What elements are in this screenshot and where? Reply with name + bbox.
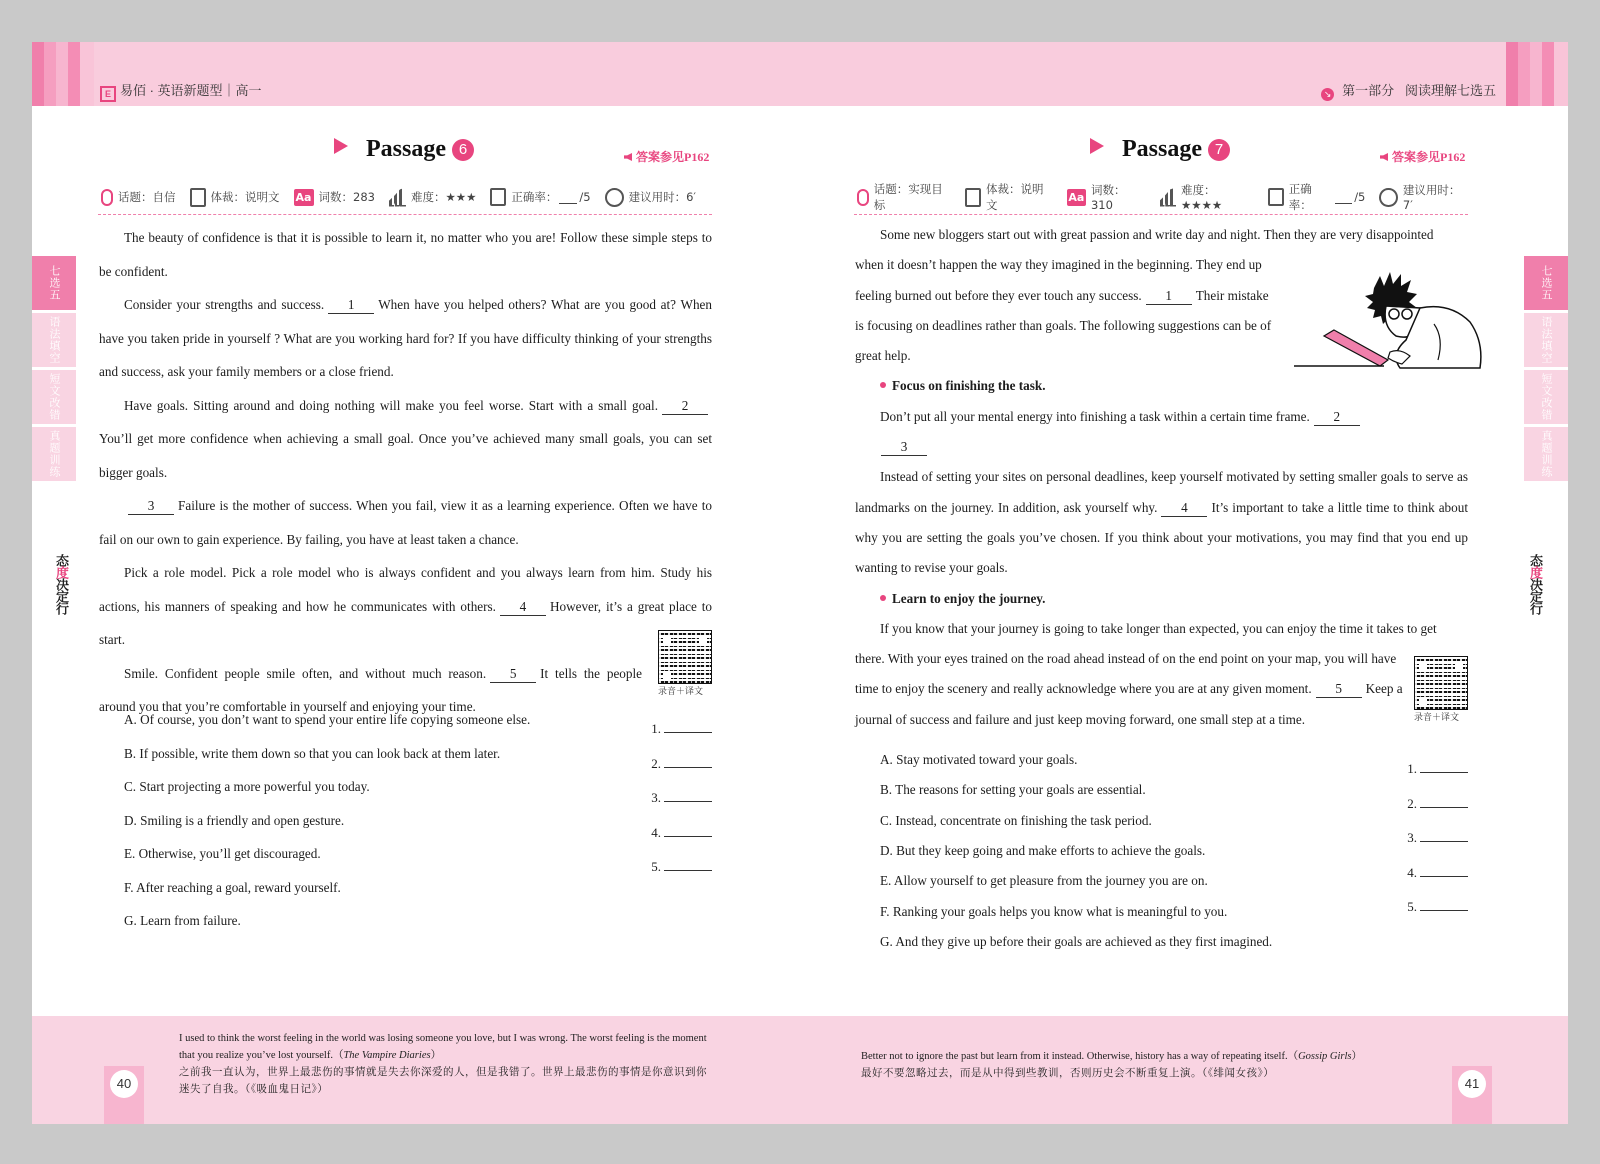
checklist-icon	[1268, 188, 1284, 206]
passage-body: Some new bloggers start out with great passion and write day and night. Then they are very disappointed when it doesn’t happen the way they imagined in the beginning. They end up feeling burned out before they ever touch any success. 1 Their mistake is focusing on deadlines rather than goals. The following suggestions can be of great help. Focus on finishing the task. Don’t put all your mental energy into finishing a task within a certain time frame. 2 3 Instead of setting your sites on personal deadlines, keep yourself motivated by setting smaller goals to serve as landmarks on the journey. In addition, ask yourself why. 4 It’s important to take a little time to think about why you are setting the goals you’ve chosen. If you think about your motivations, you may find that you end up wanting to revise your goals. Learn to enjoy the journey. If you know that your journey is going to take longer than expected, you can enjoy the time it takes to get there. With your eyes trained on the road ahead instead of on the end point on your map, you will have time to enjoy the scenery and really acknowledge where you are at any given moment. 5 Keep a journal of success and failure and just keep moving forward, one small step at a time.	[855, 220, 1468, 735]
side-motto: 态度决定行	[1527, 554, 1542, 614]
tab-seven-choose-five[interactable]: 七选五	[1524, 256, 1568, 310]
blank-1[interactable]: 1	[328, 297, 374, 314]
option-d: D. Smiling is a friendly and open gesture.	[124, 813, 345, 828]
play-triangle-icon	[334, 138, 348, 154]
option-f: F. After reaching a goal, reward yourself.	[124, 880, 341, 895]
font-aa-icon: Aa	[294, 189, 314, 206]
footer-quote: Better not to ignore the past but learn from it instead. Otherwise, history has a way of repeating itself.（Gossip Girls） 最好不要忽略过去，而是从中得到些教训，否则历史会不断重复上演。（《绯闻女孩》）	[861, 1051, 1362, 1079]
passage-number: 6	[452, 139, 474, 161]
blank-5[interactable]: 5	[1316, 681, 1362, 698]
section-tabs	[32, 256, 76, 484]
bar-chart-icon	[1160, 188, 1176, 207]
passage-title: Passage 7	[1090, 136, 1230, 163]
bullet-icon	[880, 382, 886, 388]
paragraph: Instead of setting your sites on personal deadlines, keep yourself motivated by setting smaller goals to serve as landmarks on the journey. In addition, ask yourself why. 4 It’s important to take a little time to think about why you are setting the goals you’ve chosen. If you think about your motivations, you may find that you end up wanting to revise your goals.	[855, 469, 1468, 576]
answer-slot[interactable]: 3.	[1407, 829, 1468, 846]
blank-4[interactable]: 4	[500, 599, 546, 616]
play-triangle-icon	[1090, 138, 1104, 154]
clock-icon	[1379, 188, 1397, 207]
qr-caption: 录音＋译文	[1414, 713, 1460, 723]
bullet-icon	[880, 595, 886, 601]
option-b: B. If possible, write them down so that you can look back at them later.	[124, 746, 501, 761]
paragraph: Smile. Confident people smile often, and without much reason. 5 It tells the people around you that you’re comfortable in yourself and enjoying your time.	[99, 665, 643, 714]
left-footer	[32, 1016, 800, 1124]
answer-reference: 答案参见P162	[624, 148, 709, 165]
paragraph: 3 Failure is the mother of success. When you fail, view it as a learning experience. Often we have to fail on our own to gain experience. By failing, you have at least taken a chance.	[99, 498, 712, 547]
tab-grammar-fill[interactable]: 语法填空	[32, 313, 76, 367]
blank-1[interactable]: 1	[1146, 288, 1192, 305]
tab-real-exam[interactable]: 真题训练	[32, 427, 76, 481]
answer-slots	[632, 720, 712, 890]
options-list	[124, 712, 644, 942]
font-aa-icon: Aa	[1068, 190, 1085, 204]
passage-body	[99, 221, 712, 724]
answer-slot[interactable]: 2.	[651, 755, 712, 772]
tab-real-exam[interactable]: 真题训练	[1524, 427, 1568, 481]
footer-quote: I used to think the worst feeling in the world was losing someone you love, but I was wrong. The worst feeling is the moment that you realize you’ve lost yourself.（The Vampire Diaries） 之前我一直认为，世界上最悲伤的事情就是失去你深爱的人，但是我错了。世界上最悲伤的事情是你意识到你迷失了自我。（《吸血鬼日记》）	[179, 1033, 707, 1095]
paragraph: Consider your strengths and success. 1 When have you helped others? What are you good at? When have you taken pride in yourself ? What are you working hard for? If you have difficulty thinking of your strengths and success, ask your family members or a close friend.	[99, 297, 712, 379]
paragraph: Pick a role model. Pick a role model who is always confident and you always learn from him. Study his actions, his manners of speaking and how he communicates with others. 4 However, it’s a great place to start.	[99, 565, 712, 647]
answer-slots	[1388, 760, 1468, 930]
arrow-icon: ↘	[1321, 88, 1334, 101]
qr-code[interactable]	[658, 630, 712, 684]
section-title: 阅读理解七选五	[1404, 83, 1496, 98]
microphone-icon	[857, 189, 869, 206]
passage-meta: 话题：自信 体裁：说明文 Aa 词数：283 难度：★★★ 正确率： /5 建议用时：6′	[98, 184, 712, 215]
answer-slot[interactable]: 4.	[1407, 864, 1468, 881]
answer-slot[interactable]: 2.	[1407, 795, 1468, 812]
checklist-icon	[490, 188, 506, 206]
blank-3[interactable]: 3	[128, 498, 174, 515]
clock-icon	[605, 188, 624, 207]
paragraph: Have goals. Sitting around and doing nothing will make you feel worse. Start with a small goal. 2You’ll get more confidence when achieving a small goal. Once you’ve achieved many small goals, you can set bigger goals.	[99, 397, 712, 480]
paragraph: Don’t put all your mental energy into finishing a task within a certain time frame. 2	[855, 402, 1468, 432]
answer-slot[interactable]: 3.	[651, 789, 712, 806]
blank-4[interactable]: 4	[1161, 500, 1207, 517]
option-c: C. Instead, concentrate on finishing the task period.	[880, 813, 1152, 828]
answer-slot[interactable]: 4.	[651, 824, 712, 841]
book-title: 易佰 · 英语新题型｜高一	[120, 83, 262, 98]
bar-chart-icon	[389, 188, 406, 207]
passage-meta: 话题：实现目标 体裁：说明文 Aa 词数：310 难度：★★★★ 正确率： /5 建议用时：7′	[854, 184, 1468, 215]
option-a: A. Stay motivated toward your goals.	[880, 752, 1078, 767]
right-header	[800, 42, 1568, 106]
speaker-icon	[624, 153, 632, 161]
left-page	[32, 42, 800, 1124]
blank-5[interactable]: 5	[490, 666, 536, 683]
document-icon	[190, 188, 206, 207]
option-c: C. Start projecting a more powerful you today.	[124, 779, 370, 794]
option-f: F. Ranking your goals helps you know what is meaningful to you.	[880, 904, 1228, 919]
section-heading: Focus on finishing the task.	[855, 371, 1468, 401]
page-number: 41	[1458, 1070, 1486, 1098]
paragraph: Some new bloggers start out with great passion and write day and night. Then they are very disappointed	[880, 227, 1434, 242]
book-spread	[32, 42, 1568, 1124]
qr-code[interactable]	[1414, 656, 1468, 710]
option-e: E. Allow yourself to get pleasure from the journey you are on.	[880, 873, 1208, 888]
right-footer	[800, 1016, 1568, 1124]
option-b: B. The reasons for setting your goals are essential.	[880, 782, 1146, 797]
option-a: A. Of course, you don’t want to spend your entire life copying someone else.	[124, 712, 531, 727]
right-page	[800, 42, 1568, 1124]
tab-seven-choose-five[interactable]: 七选五	[32, 256, 76, 310]
section-heading: Learn to enjoy the journey.	[855, 584, 1468, 614]
paragraph: The beauty of confidence is that it is possible to learn it, no matter who you are! Follow these simple steps to be confident.	[99, 230, 712, 279]
microphone-icon	[101, 189, 113, 206]
passage-number: 7	[1208, 139, 1230, 161]
paragraph: If you know that your journey is going to take longer than expected, you can enjoy the time it takes to get	[880, 620, 1437, 636]
section-tabs	[1524, 256, 1568, 484]
tab-error-correction[interactable]: 短文改错	[1524, 370, 1568, 424]
answer-slot[interactable]: 5.	[651, 858, 712, 875]
document-icon	[965, 188, 981, 207]
section-label: 第一部分	[1342, 83, 1395, 98]
passage-title: Passage 6	[334, 136, 474, 163]
speaker-icon	[1380, 153, 1388, 161]
answer-reference: 答案参见P162	[1380, 148, 1465, 165]
options-list	[880, 752, 1400, 952]
blank-2[interactable]: 2	[662, 398, 708, 415]
book-logo-icon: E	[100, 86, 116, 102]
qr-caption: 录音＋译文	[658, 687, 704, 697]
page-number: 40	[110, 1070, 138, 1098]
side-motto: 态度决定行	[53, 554, 68, 614]
header-stripes	[1506, 42, 1568, 106]
option-g: G. And they give up before their goals are achieved as they first imagined.	[880, 934, 1273, 949]
tab-error-correction[interactable]: 短文改错	[32, 370, 76, 424]
answer-slot[interactable]: 1.	[651, 720, 712, 737]
blank-2[interactable]: 2	[1314, 409, 1360, 426]
header-stripes	[32, 42, 94, 106]
option-d: D. But they keep going and make efforts to achieve the goals.	[880, 843, 1206, 858]
answer-slot[interactable]: 5.	[1407, 898, 1468, 915]
tab-grammar-fill[interactable]: 语法填空	[1524, 313, 1568, 367]
blank-3[interactable]: 3	[881, 439, 927, 456]
option-e: E. Otherwise, you’ll get discouraged.	[124, 846, 321, 861]
answer-slot[interactable]: 1.	[1407, 760, 1468, 777]
left-header	[32, 42, 800, 106]
option-g: G. Learn from failure.	[124, 913, 241, 928]
